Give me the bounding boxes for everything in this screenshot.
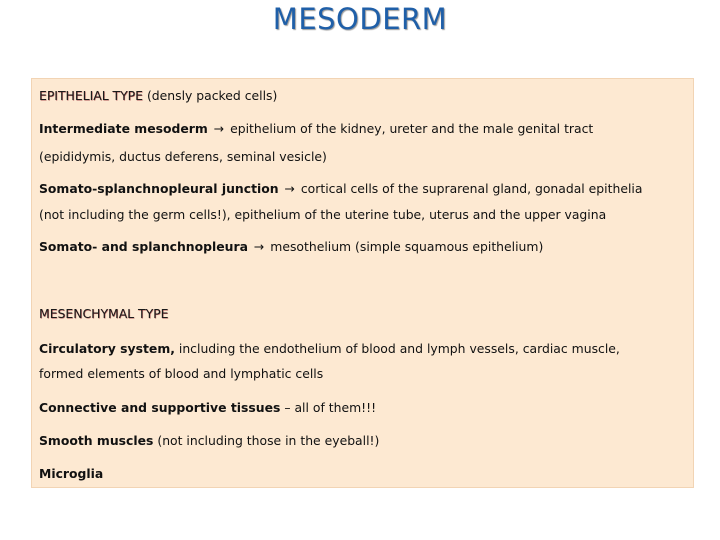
epithelial-item-line [39, 239, 543, 254]
epithelial-subheading: (densly packed cells) [146, 88, 278, 103]
epithelial-heading-line [39, 88, 277, 103]
epithelial-item-term: Somato-splanchnopleural junction [39, 181, 279, 196]
mesenchymal-item-term: Circulatory system, [39, 341, 175, 356]
epithelial-item-continuation: (not including the germ cells!), epithelium of the uterine tube, uterus and the upper vagina [39, 207, 607, 222]
mesenchymal-heading-line [39, 306, 168, 321]
epithelial-item-term: Somato- and splanchnopleura [39, 239, 248, 254]
epithelial-item-text: epithelium of the kidney, ureter and the male genital tract [230, 121, 594, 136]
content-box [31, 78, 694, 488]
epithelial-item-term: Intermediate mesoderm [39, 121, 208, 136]
mesenchymal-item-term: Microglia [39, 466, 104, 481]
arrow-icon: → [213, 121, 225, 136]
mesenchymal-item-text: (not including those in the eyeball!) [157, 433, 380, 448]
epithelial-item-line [39, 121, 593, 136]
epithelial-item-text: cortical cells of the suprarenal gland, gonadal epithelia [300, 181, 643, 196]
epithelial-heading: EPITHELIAL TYPE [39, 88, 143, 103]
mesenchymal-item-term: Connective and supportive tissues [39, 400, 281, 415]
arrow-icon: → [284, 181, 295, 196]
slide-title: MESODERM [272, 2, 448, 36]
epithelial-item-continuation: (epididymis, ductus deferens, seminal vesicle) [39, 149, 327, 164]
mesenchymal-heading: MESENCHYMAL TYPE [39, 306, 169, 321]
mesenchymal-item-line [39, 433, 379, 448]
mesenchymal-item-term: Smooth muscles [39, 433, 154, 448]
mesenchymal-item-text: including the endothelium of blood and lymph vessels, cardiac muscle, [178, 341, 620, 356]
mesenchymal-item-text: – all of them!!! [284, 400, 377, 415]
mesenchymal-item-continuation: formed elements of blood and lymphatic cells [39, 366, 324, 381]
mesenchymal-item-line [39, 341, 620, 356]
epithelial-item-line [39, 181, 642, 196]
mesenchymal-item-line [39, 466, 103, 481]
arrow-icon: → [253, 239, 265, 254]
epithelial-item-text: mesothelium (simple squamous epithelium) [270, 239, 544, 254]
mesenchymal-item-line [39, 400, 376, 415]
